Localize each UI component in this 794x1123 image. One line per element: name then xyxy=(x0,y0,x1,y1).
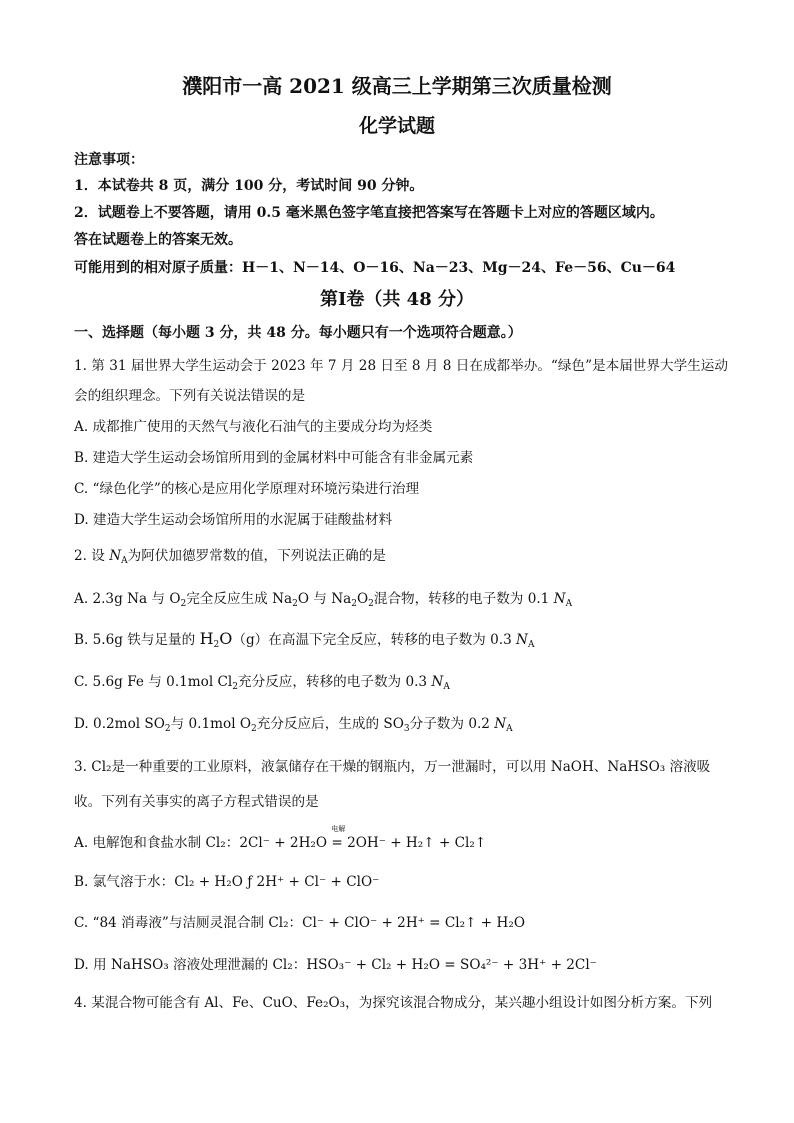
q3-stem-line-2: 收。下列有关事实的离子方程式错误的是 xyxy=(74,794,319,810)
q2-b-o: O xyxy=(219,629,233,648)
q1-option-c: C. “绿色化学”的核心是应用化学原理对环境污染进行治理 xyxy=(74,481,420,497)
notes-heading: 注意事项： xyxy=(74,152,144,168)
note-2-line-1: 2．试题卷上不要答题，请用 0.5 毫米黑色签字笔直接把答案写在答题卡上对应的答题区域内。 xyxy=(74,205,664,221)
q2-b-h: H xyxy=(199,629,214,648)
q2-stem xyxy=(74,546,386,566)
q2-a-part-2: 完全反应生成 Na xyxy=(186,591,293,607)
avogadro-subscript: A xyxy=(527,640,535,650)
q4-stem: 4. 某混合物可能含有 Al、Fe、CuO、Fe₂O₃，为探究该混合物成分，某兴趣小组设计如图分析方案。下列 xyxy=(74,995,713,1011)
avogadro-subscript: A xyxy=(565,599,573,609)
q1-option-a: A. 成都推广使用的天然气与液化石油气的主要成分均为烃类 xyxy=(74,419,433,435)
avogadro-subscript: A xyxy=(443,682,450,692)
q3-option-b: B. 氯气溶于水：Cl₂ + H₂O ƒ 2H⁺ + Cl⁻ + ClO⁻ xyxy=(74,874,380,890)
q3-stem-line-1: 3. Cl₂是一种重要的工业原料，液氯储存在干燥的钢瓶内，万一泄漏时，可以用 NaOH、NaHSO₃ 溶液吸 xyxy=(74,759,711,775)
q2-d-part-4: 分子数为 0.2 xyxy=(409,716,495,732)
avogadro-symbol: N xyxy=(553,591,566,607)
atomic-masses: 可能用到的相对原子质量：H－1、N－14、O－16、Na－23、Mg－24、Fe－56、Cu－64 xyxy=(74,260,676,276)
q2-d-sub: 3 xyxy=(403,724,410,734)
q2-d-sub: 2 xyxy=(251,724,257,734)
q2-b-part-2: （g）在高温下完全反应，转移的电子数为 0.3 xyxy=(232,632,517,648)
q1-stem-line-1: 1. 第 31 届世界大学生运动会于 2023 年 7 月 28 日至 8 月 8 日在成都举办。“绿色”是本届世界大学生运动 xyxy=(74,358,728,374)
part-1-heading: 一、选择题（每小题 3 分，共 48 分。每小题只有一个选项符合题意。） xyxy=(74,325,522,341)
q3-option-c: C. “84 消毒液”与洁厕灵混合制 Cl₂：Cl⁻ + ClO⁻ + 2H⁺ = Cl₂↑ + H₂O xyxy=(74,915,525,931)
q2-a-sub: 2 xyxy=(368,599,374,609)
q2-b-sub: 2 xyxy=(213,640,220,650)
exam-subtitle: 化学试题 xyxy=(358,115,435,137)
avogadro-subscript: A xyxy=(121,556,128,566)
electrolysis-label: 电解 xyxy=(331,825,346,833)
exam-title: 濮阳市一高 2021 级高三上学期第三次质量检测 xyxy=(182,74,612,98)
q1-option-b: B. 建造大学生运动会场馆所用到的金属材料中可能含有非金属元素 xyxy=(74,450,474,466)
q2-a-sub: 2 xyxy=(292,599,298,609)
q3-option-a xyxy=(74,825,487,853)
q2-option-b xyxy=(74,629,534,650)
q2-d-part-3: 充分反应后，生成的 SO xyxy=(256,716,404,732)
q2-a-part-1: A. 2.3g Na 与 O xyxy=(74,591,181,607)
q3-a-equation-right: 2OH⁻ + H₂↑ + Cl₂↑ xyxy=(342,835,487,851)
avogadro-symbol: N xyxy=(431,674,444,690)
q2-option-a xyxy=(74,589,572,609)
q2-a-sub: 2 xyxy=(180,599,187,609)
q1-stem-line-2: 会的组织理念。下列有关说法错误的是 xyxy=(74,388,306,404)
q3-a-equation-left: 2Cl⁻ + 2H₂O xyxy=(239,835,332,851)
q2-d-part-2: 与 0.1mol O xyxy=(170,716,252,732)
q2-d-part-1: D. 0.2mol SO xyxy=(74,716,165,732)
q2-d-sub: 2 xyxy=(164,724,171,734)
q2-a-sub: 2 xyxy=(351,599,357,609)
q2-option-c xyxy=(74,672,450,692)
q2-option-d xyxy=(74,714,513,734)
q2-c-part-2: 充分反应，转移的电子数为 0.3 xyxy=(238,674,432,690)
avogadro-symbol: N xyxy=(516,632,528,648)
avogadro-subscript: A xyxy=(506,724,513,734)
q1-option-d: D. 建造大学生运动会场馆所用的水泥属于硅酸盐材料 xyxy=(74,512,393,528)
q2-c-part-1: C. 5.6g Fe 与 0.1mol Cl xyxy=(74,674,233,690)
note-2-line-2: 答在试题卷上的答案无效。 xyxy=(74,232,242,248)
avogadro-symbol: N xyxy=(494,716,507,732)
note-1: 1．本试卷共 8 页，满分 100 分，考试时间 90 分钟。 xyxy=(74,178,424,194)
q3-a-prefix: A. 电解饱和食盐水制 Cl₂： xyxy=(74,835,240,851)
avogadro-symbol: N xyxy=(109,548,122,564)
electrolysis-condition: 电解 = xyxy=(331,825,346,851)
q2-stem-suffix: 为阿伏加德罗常数的值，下列说法正确的是 xyxy=(127,548,386,564)
q2-b-part-1: B. 5.6g 铁与足量的 xyxy=(74,632,200,648)
q3-option-d: D. 用 NaHSO₃ 溶液处理泄漏的 Cl₂：HSO₃⁻ + Cl₂ + H₂O = SO₄²⁻ + 3H⁺ + 2Cl⁻ xyxy=(74,957,597,973)
q2-a-part-5: 混合物，转移的电子数为 0.1 xyxy=(373,591,554,607)
q2-stem-prefix: 2. 设 xyxy=(74,548,110,564)
q2-c-sub: 2 xyxy=(232,682,239,692)
q2-a-part-3: O 与 Na xyxy=(297,591,352,607)
q2-a-part-4: O xyxy=(356,591,369,607)
section-title: 第Ⅰ卷（共 48 分） xyxy=(319,289,474,310)
